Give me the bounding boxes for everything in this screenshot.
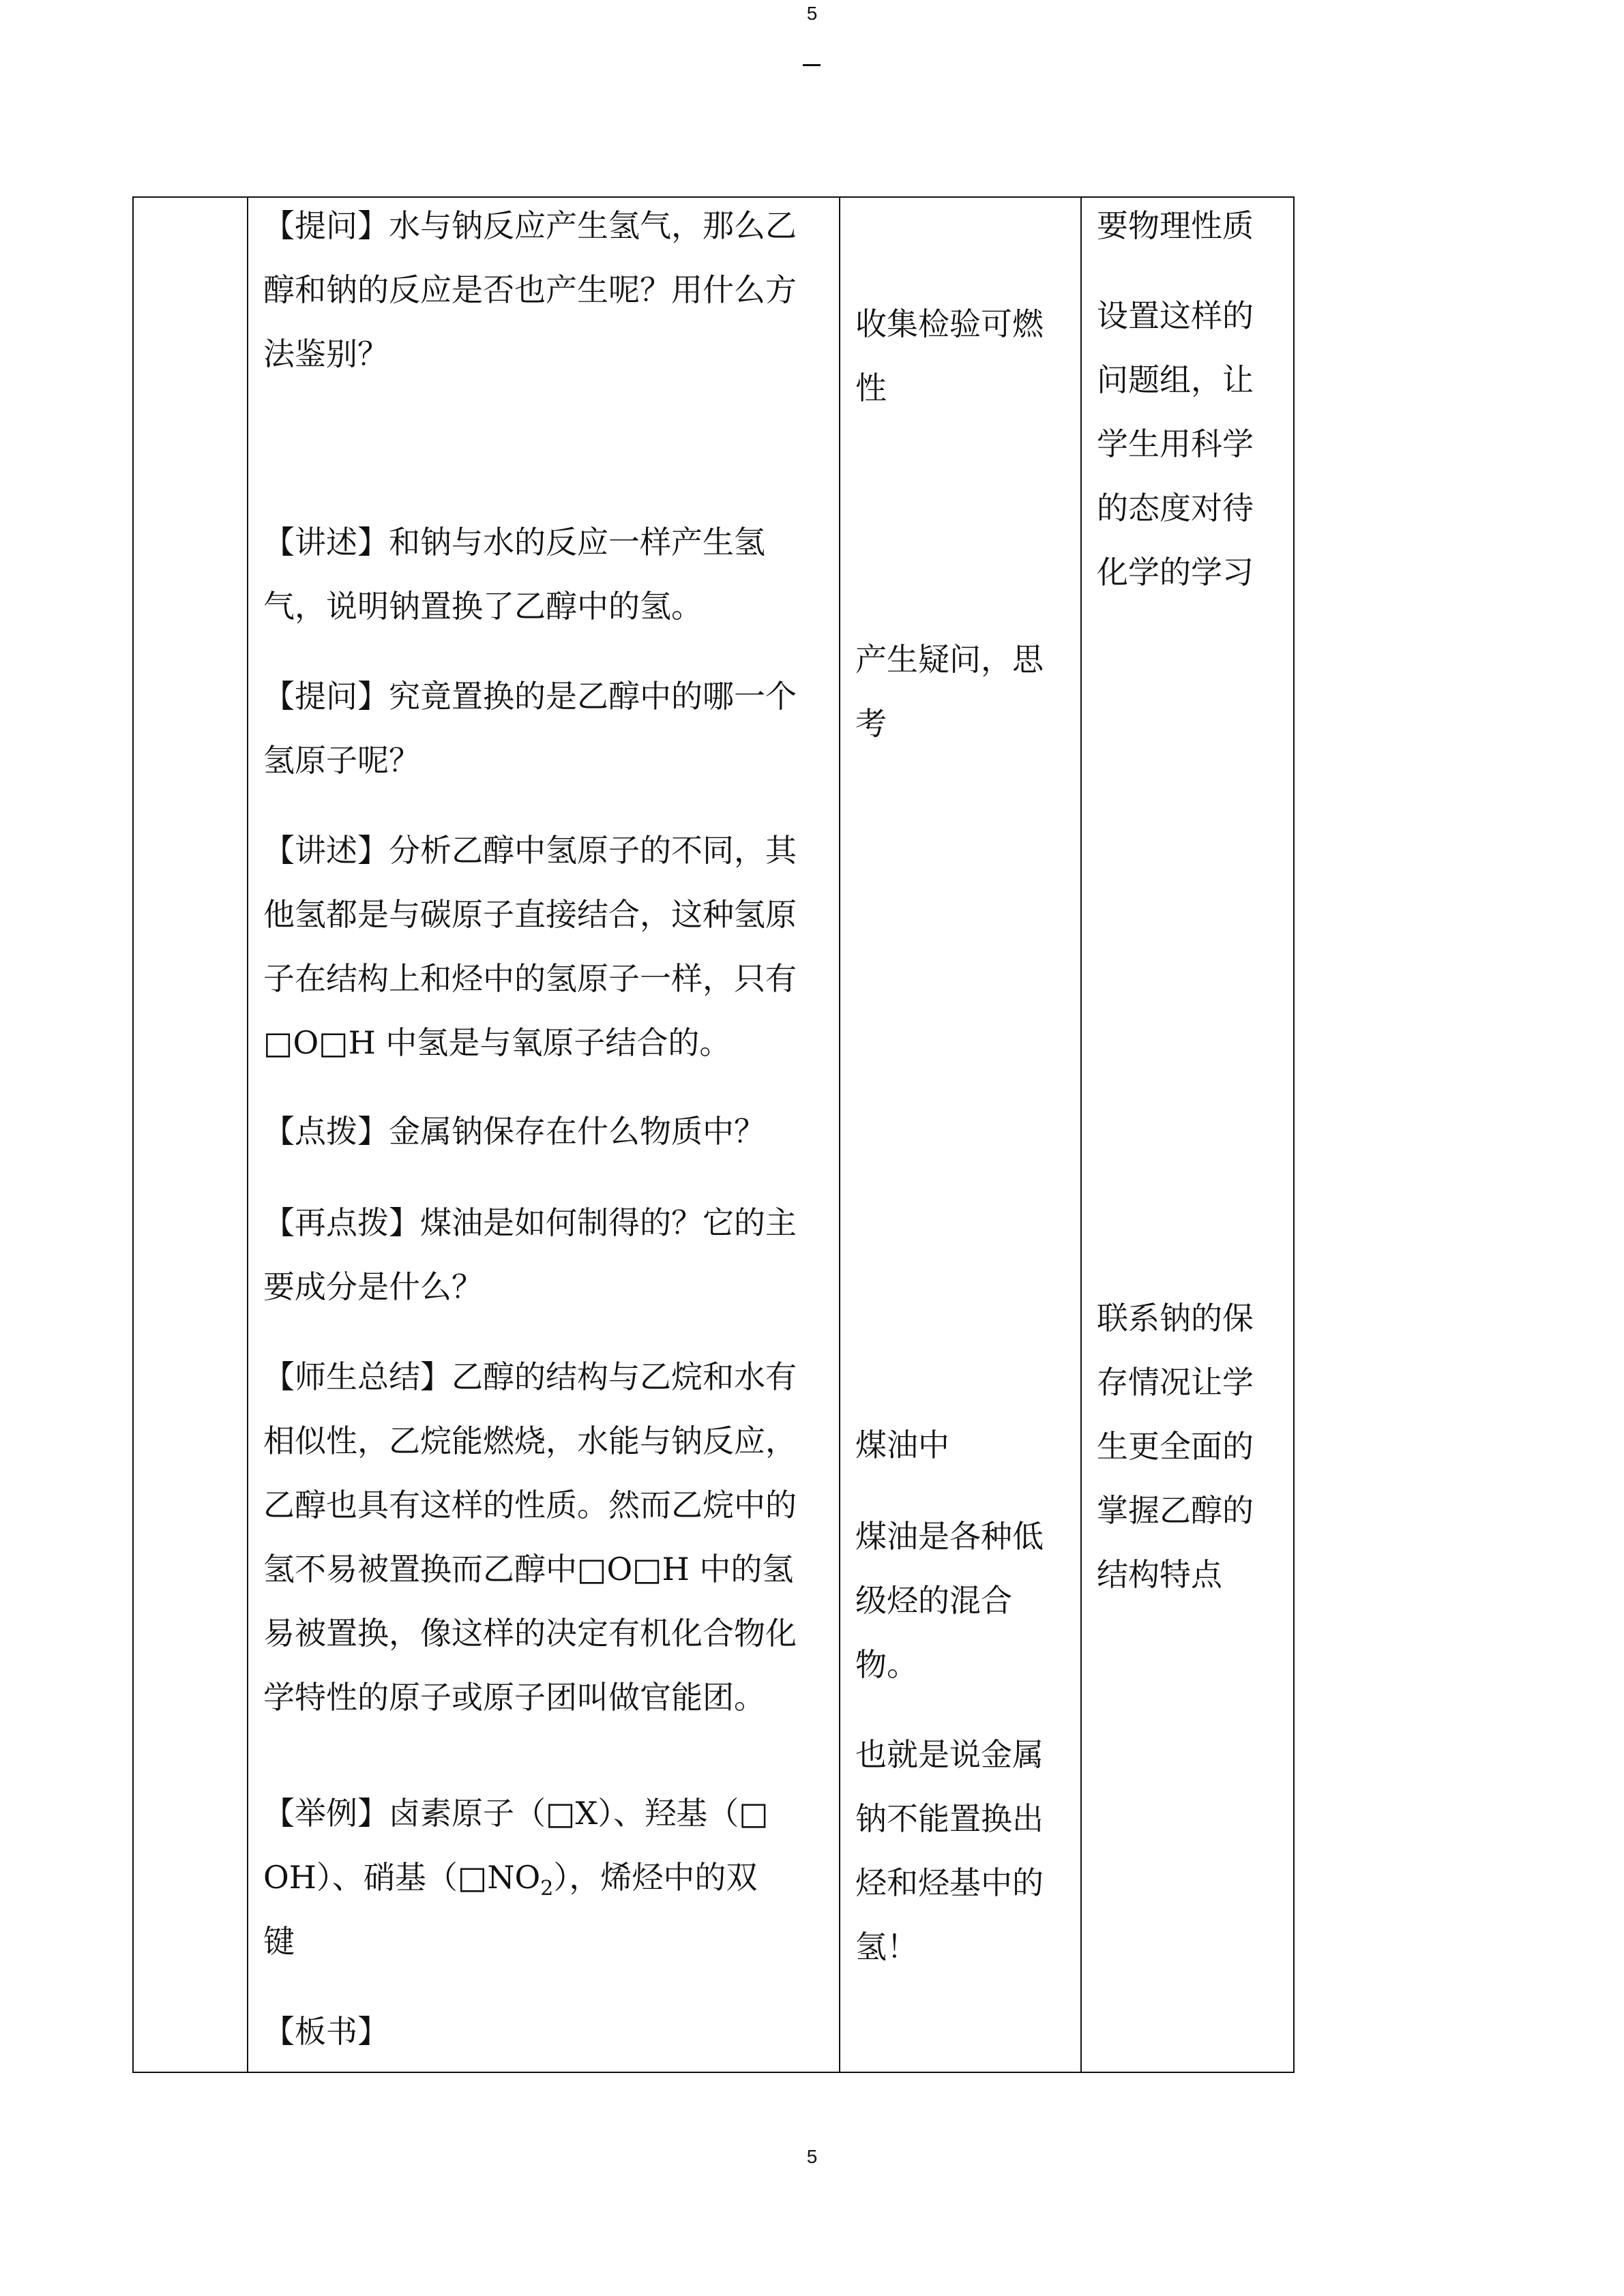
text-line: 化学的学习 xyxy=(1097,554,1254,591)
text-line: 收集检验可燃 xyxy=(855,305,1044,342)
text-line: 联系钠的保 xyxy=(1097,1300,1254,1337)
section-cell xyxy=(134,198,247,2072)
text-line: 子在结构上和烃中的氢原子一样，只有 xyxy=(263,960,797,997)
student-paragraph xyxy=(855,1723,1044,1979)
text-line: 【提问】水与钠反应产生氢气，那么乙 xyxy=(263,207,797,244)
text-line: 物。 xyxy=(855,1646,918,1683)
text-line: 钠不能置换出 xyxy=(855,1800,1044,1837)
teacher-paragraph xyxy=(263,664,797,792)
design-intent-cell xyxy=(1082,198,1295,2072)
student-paragraph xyxy=(855,627,1044,756)
text-line: 相似性，乙烷能燃烧，水能与钠反应， xyxy=(263,1422,797,1459)
text-line: 氢不易被置换而乙醇中□O□H 中的氢 xyxy=(263,1551,794,1587)
text-line: 设置这样的 xyxy=(1097,297,1254,334)
text-fragment: ），烯烃中的双 xyxy=(553,1859,758,1896)
text-line: 的态度对待 xyxy=(1097,490,1254,526)
text-line: 【讲述】和钠与水的反应一样产生氢 xyxy=(263,524,765,561)
text-line: 结构特点 xyxy=(1097,1556,1222,1593)
header-rule xyxy=(803,64,821,66)
text-line: 【提问】究竟置换的是乙醇中的哪一个 xyxy=(263,678,797,715)
teacher-paragraph xyxy=(263,1191,797,1319)
subscript: 2 xyxy=(540,1877,554,1900)
student-paragraph xyxy=(855,1413,949,1477)
text-line: 产生疑问，思 xyxy=(855,641,1044,678)
design-paragraph xyxy=(1097,284,1254,604)
text-line: 也就是说金属 xyxy=(855,1736,1044,1773)
text-line: 氢！ xyxy=(855,1928,918,1965)
lesson-table xyxy=(132,196,1295,2073)
text-line: 级烃的混合 xyxy=(855,1582,1012,1619)
text-line: 【举例】卤素原子（□X）、羟基（□ xyxy=(263,1795,769,1832)
teacher-paragraph xyxy=(263,1781,769,1973)
text-line: 键 xyxy=(263,1923,295,1960)
text-line: 煤油是各种低 xyxy=(855,1518,1044,1555)
teacher-paragraph xyxy=(263,1999,389,2063)
text-line: 煤油中 xyxy=(855,1427,949,1463)
text-fragment: OH）、硝基（□NO xyxy=(263,1859,541,1896)
text-line: 【讲述】分析乙醇中氢原子的不同，其 xyxy=(263,832,797,869)
page-number-top: 5 xyxy=(806,3,818,24)
teacher-activity-cell xyxy=(248,198,839,2072)
text-line: 【点拨】金属钠保存在什么物质中？ xyxy=(263,1113,765,1150)
student-activity-cell xyxy=(840,198,1080,2072)
text-line: 学生用科学 xyxy=(1097,426,1254,462)
teacher-paragraph xyxy=(263,194,797,386)
text-line: 问题组，让 xyxy=(1097,361,1254,398)
design-paragraph xyxy=(1097,194,1254,258)
student-paragraph xyxy=(855,292,1044,420)
text-line: □O□H 中氢是与氧原子结合的。 xyxy=(263,1024,731,1061)
text-line: 易被置换，像这样的决定有机化合物化 xyxy=(263,1615,797,1652)
text-line: 性 xyxy=(855,370,887,406)
text-line: 存情况让学 xyxy=(1097,1364,1254,1401)
text-line: 【再点拨】煤油是如何制得的？它的主 xyxy=(263,1204,797,1241)
text-line: 乙醇也具有这样的性质。然而乙烷中的 xyxy=(263,1487,797,1523)
text-line: 掌握乙醇的 xyxy=(1097,1492,1254,1529)
teacher-paragraph xyxy=(263,818,797,1075)
page-number-bottom: 5 xyxy=(806,2146,818,2167)
teacher-paragraph xyxy=(263,1099,765,1163)
text-line: 醇和钠的反应是否也产生呢？用什么方 xyxy=(263,271,797,308)
text-line: 生更全面的 xyxy=(1097,1428,1254,1465)
text-line: 氢原子呢？ xyxy=(263,742,420,779)
teacher-paragraph xyxy=(263,1345,797,1729)
design-paragraph xyxy=(1097,1286,1254,1607)
text-line: 学特性的原子或原子团叫做官能团。 xyxy=(263,1679,765,1716)
text-line: 要物理性质 xyxy=(1097,207,1254,244)
text-line: 考 xyxy=(855,705,887,742)
text-line: 【板书】 xyxy=(263,2013,389,2050)
teacher-paragraph xyxy=(263,510,765,638)
text-line: 要成分是什么？ xyxy=(263,1268,483,1305)
student-paragraph xyxy=(855,1504,1044,1697)
text-line: 他氢都是与碳原子直接结合，这种氢原 xyxy=(263,896,797,933)
text-line: 【师生总结】乙醇的结构与乙烷和水有 xyxy=(263,1358,797,1395)
text-line xyxy=(263,1859,758,1900)
text-line: 烃和烃基中的 xyxy=(855,1864,1044,1901)
text-line: 法鉴别？ xyxy=(263,336,389,372)
text-line: 气，说明钠置换了乙醇中的氢。 xyxy=(263,588,703,625)
